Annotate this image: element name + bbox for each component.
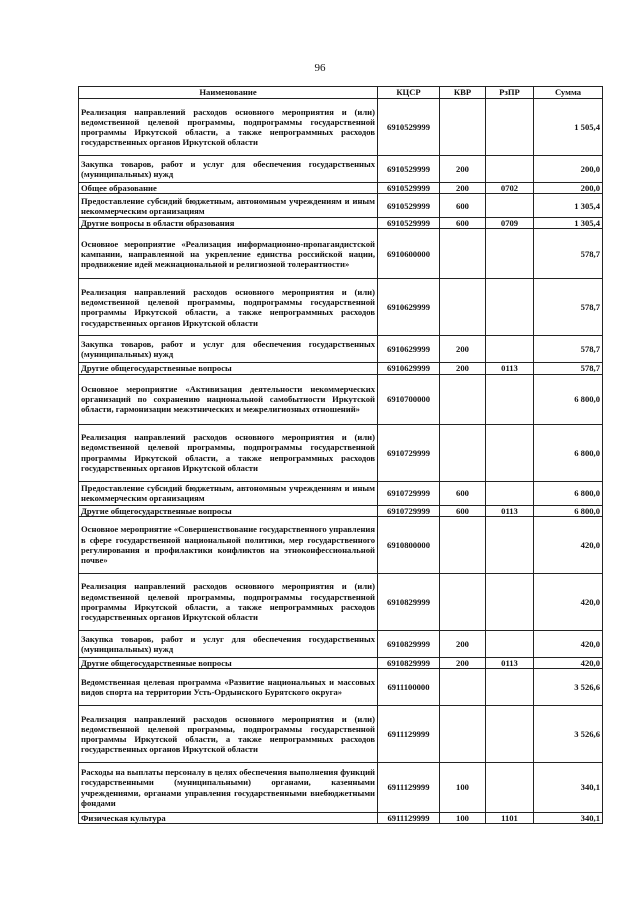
- row-rzpr: [486, 424, 534, 481]
- row-rzpr: [486, 229, 534, 279]
- row-kcsr: 6911129999: [378, 813, 440, 824]
- row-name: Реализация направлений расходов основного мероприятия и (или) ведомственной целевой программы, подпрограммы государственной программы Иркутской области, а также непрограммных расходов государственных органов Иркутской области: [79, 424, 378, 481]
- row-kcsr: 6910629999: [378, 363, 440, 374]
- row-name: Закупка товаров, работ и услуг для обеспечения государственных (муниципальных) нужд: [79, 156, 378, 183]
- row-kvr: 200: [440, 363, 486, 374]
- table-row: [79, 336, 603, 363]
- row-name: Расходы на выплаты персоналу в целях обеспечения выполнения функций государственными (муниципальными) органами, казенными учреждениями, органами управления государственными внебюджетными фондами: [79, 763, 378, 813]
- row-rzpr: 1101: [486, 813, 534, 824]
- row-kvr: 100: [440, 813, 486, 824]
- row-sum: 578,7: [534, 279, 603, 336]
- row-rzpr: [486, 481, 534, 505]
- row-kvr: 600: [440, 194, 486, 218]
- row-rzpr: [486, 194, 534, 218]
- row-name: Реализация направлений расходов основного мероприятия и (или) ведомственной целевой программы, подпрограммы государственной программы Иркутской области, а также непрограммных расходов государственных органов Иркутской области: [79, 706, 378, 763]
- row-rzpr: 0709: [486, 218, 534, 229]
- table-row: [79, 813, 603, 824]
- row-kcsr: 6910600000: [378, 229, 440, 279]
- row-name: Реализация направлений расходов основного мероприятия и (или) ведомственной целевой программы, подпрограммы государственной программы Иркутской области, а также непрограммных расходов государственных органов Иркутской области: [79, 279, 378, 336]
- row-name: Основное мероприятие «Совершенствование государственного управления в сфере государственной национальной политики, мер государственного регулирования и профилактики конфликтов на этноконфессиональной почве»: [79, 516, 378, 573]
- row-sum: 1 305,4: [534, 194, 603, 218]
- row-kcsr: 6910529999: [378, 194, 440, 218]
- row-kvr: [440, 424, 486, 481]
- row-rzpr: [486, 156, 534, 183]
- row-rzpr: [486, 336, 534, 363]
- row-rzpr: [486, 630, 534, 657]
- row-rzpr: 0113: [486, 363, 534, 374]
- row-kcsr: 6910829999: [378, 630, 440, 657]
- row-kvr: 200: [440, 183, 486, 194]
- row-rzpr: [486, 706, 534, 763]
- row-kvr: 200: [440, 657, 486, 668]
- row-sum: 3 526,6: [534, 706, 603, 763]
- row-name: Предоставление субсидий бюджетным, автономным учреждениям и иным некоммерческим организациям: [79, 194, 378, 218]
- table-row: [79, 505, 603, 516]
- table-row: [79, 630, 603, 657]
- row-name: Физическая культура: [79, 813, 378, 824]
- row-sum: 420,0: [534, 516, 603, 573]
- row-kcsr: 6910829999: [378, 657, 440, 668]
- table-row: [79, 573, 603, 630]
- row-kvr: 200: [440, 156, 486, 183]
- row-kcsr: 6911100000: [378, 669, 440, 706]
- table-row: [79, 156, 603, 183]
- row-kvr: 600: [440, 218, 486, 229]
- row-sum: 340,1: [534, 813, 603, 824]
- row-name: Реализация направлений расходов основного мероприятия и (или) ведомственной целевой программы, подпрограммы государственной программы Иркутской области, а также непрограммных расходов государственных органов Иркутской области: [79, 99, 378, 156]
- row-kvr: 100: [440, 763, 486, 813]
- row-kvr: [440, 516, 486, 573]
- row-name: Основное мероприятие «Активизация деятельности некоммерческих организаций по сохранению национальной самобытности Иркутской области, гармонизации межэтнических и межрелигиозных отношений»: [79, 374, 378, 424]
- table-row: [79, 706, 603, 763]
- row-rzpr: [486, 279, 534, 336]
- row-sum: 1 305,4: [534, 218, 603, 229]
- row-kcsr: 6910729999: [378, 505, 440, 516]
- row-kvr: 600: [440, 505, 486, 516]
- row-rzpr: 0702: [486, 183, 534, 194]
- row-kcsr: 6910629999: [378, 279, 440, 336]
- row-sum: 578,7: [534, 336, 603, 363]
- row-sum: 3 526,6: [534, 669, 603, 706]
- table-row: [79, 99, 603, 156]
- row-name: Общее образование: [79, 183, 378, 194]
- row-kcsr: 6911129999: [378, 763, 440, 813]
- row-rzpr: [486, 516, 534, 573]
- row-kvr: 200: [440, 630, 486, 657]
- table-row: [79, 374, 603, 424]
- row-kcsr: 6910700000: [378, 374, 440, 424]
- table-row: [79, 669, 603, 706]
- table-row: [79, 279, 603, 336]
- table-row: [79, 363, 603, 374]
- row-kcsr: 6910629999: [378, 336, 440, 363]
- table-row: [79, 481, 603, 505]
- row-kcsr: 6910729999: [378, 481, 440, 505]
- row-name: Ведомственная целевая программа «Развитие национальных и массовых видов спорта на территории Усть-Ордынского Бурятского округа»: [79, 669, 378, 706]
- row-sum: 420,0: [534, 657, 603, 668]
- row-name: Другие общегосударственные вопросы: [79, 657, 378, 668]
- table-row: [79, 218, 603, 229]
- row-name: Другие общегосударственные вопросы: [79, 363, 378, 374]
- table-row: [79, 657, 603, 668]
- table-row: [79, 763, 603, 813]
- row-rzpr: [486, 374, 534, 424]
- row-sum: 340,1: [534, 763, 603, 813]
- row-kcsr: 6910529999: [378, 99, 440, 156]
- row-kvr: [440, 374, 486, 424]
- row-sum: 420,0: [534, 630, 603, 657]
- row-rzpr: [486, 573, 534, 630]
- row-kcsr: 6910529999: [378, 183, 440, 194]
- row-sum: 6 800,0: [534, 374, 603, 424]
- row-sum: 1 505,4: [534, 99, 603, 156]
- row-kvr: 600: [440, 481, 486, 505]
- row-name: Другие вопросы в области образования: [79, 218, 378, 229]
- row-name: Закупка товаров, работ и услуг для обеспечения государственных (муниципальных) нужд: [79, 630, 378, 657]
- row-kcsr: 6910829999: [378, 573, 440, 630]
- row-rzpr: [486, 763, 534, 813]
- budget-table: [78, 86, 603, 824]
- table-row: [79, 183, 603, 194]
- row-rzpr: [486, 99, 534, 156]
- row-name: Предоставление субсидий бюджетным, автономным учреждениям и иным некоммерческим организациям: [79, 481, 378, 505]
- table-row: [79, 229, 603, 279]
- row-kcsr: 6911129999: [378, 706, 440, 763]
- row-kcsr: 6910529999: [378, 218, 440, 229]
- row-rzpr: 0113: [486, 505, 534, 516]
- row-sum: 200,0: [534, 156, 603, 183]
- row-sum: 420,0: [534, 573, 603, 630]
- row-kcsr: 6910800000: [378, 516, 440, 573]
- header-name: Наименование: [79, 87, 378, 99]
- row-sum: 6 800,0: [534, 505, 603, 516]
- row-rzpr: 0113: [486, 657, 534, 668]
- row-kvr: [440, 706, 486, 763]
- row-rzpr: [486, 669, 534, 706]
- row-kvr: [440, 669, 486, 706]
- header-kcsr: КЦСР: [378, 87, 440, 99]
- table-row: [79, 194, 603, 218]
- row-kvr: [440, 573, 486, 630]
- page-number: 96: [314, 62, 326, 74]
- row-name: Реализация направлений расходов основного мероприятия и (или) ведомственной целевой программы, подпрограммы государственной программы Иркутской области, а также непрограммных расходов государственных органов Иркутской области: [79, 573, 378, 630]
- header-kvr: КВР: [440, 87, 486, 99]
- header-rzpr: РзПР: [486, 87, 534, 99]
- row-kvr: 200: [440, 336, 486, 363]
- row-kcsr: 6910729999: [378, 424, 440, 481]
- row-sum: 200,0: [534, 183, 603, 194]
- row-name: Другие общегосударственные вопросы: [79, 505, 378, 516]
- table-row: [79, 516, 603, 573]
- row-kvr: [440, 99, 486, 156]
- row-sum: 6 800,0: [534, 481, 603, 505]
- header-sum: Сумма: [534, 87, 603, 99]
- table-header-row: [79, 87, 603, 99]
- row-sum: 578,7: [534, 363, 603, 374]
- row-kvr: [440, 279, 486, 336]
- row-sum: 578,7: [534, 229, 603, 279]
- row-kcsr: 6910529999: [378, 156, 440, 183]
- row-kvr: [440, 229, 486, 279]
- row-name: Основное мероприятие «Реализация информационно-пропагандистской кампании, направленной на укрепление единства российской нации, продвижение идей межнациональной и религиозной толерантности»: [79, 229, 378, 279]
- row-sum: 6 800,0: [534, 424, 603, 481]
- row-name: Закупка товаров, работ и услуг для обеспечения государственных (муниципальных) нужд: [79, 336, 378, 363]
- table-row: [79, 424, 603, 481]
